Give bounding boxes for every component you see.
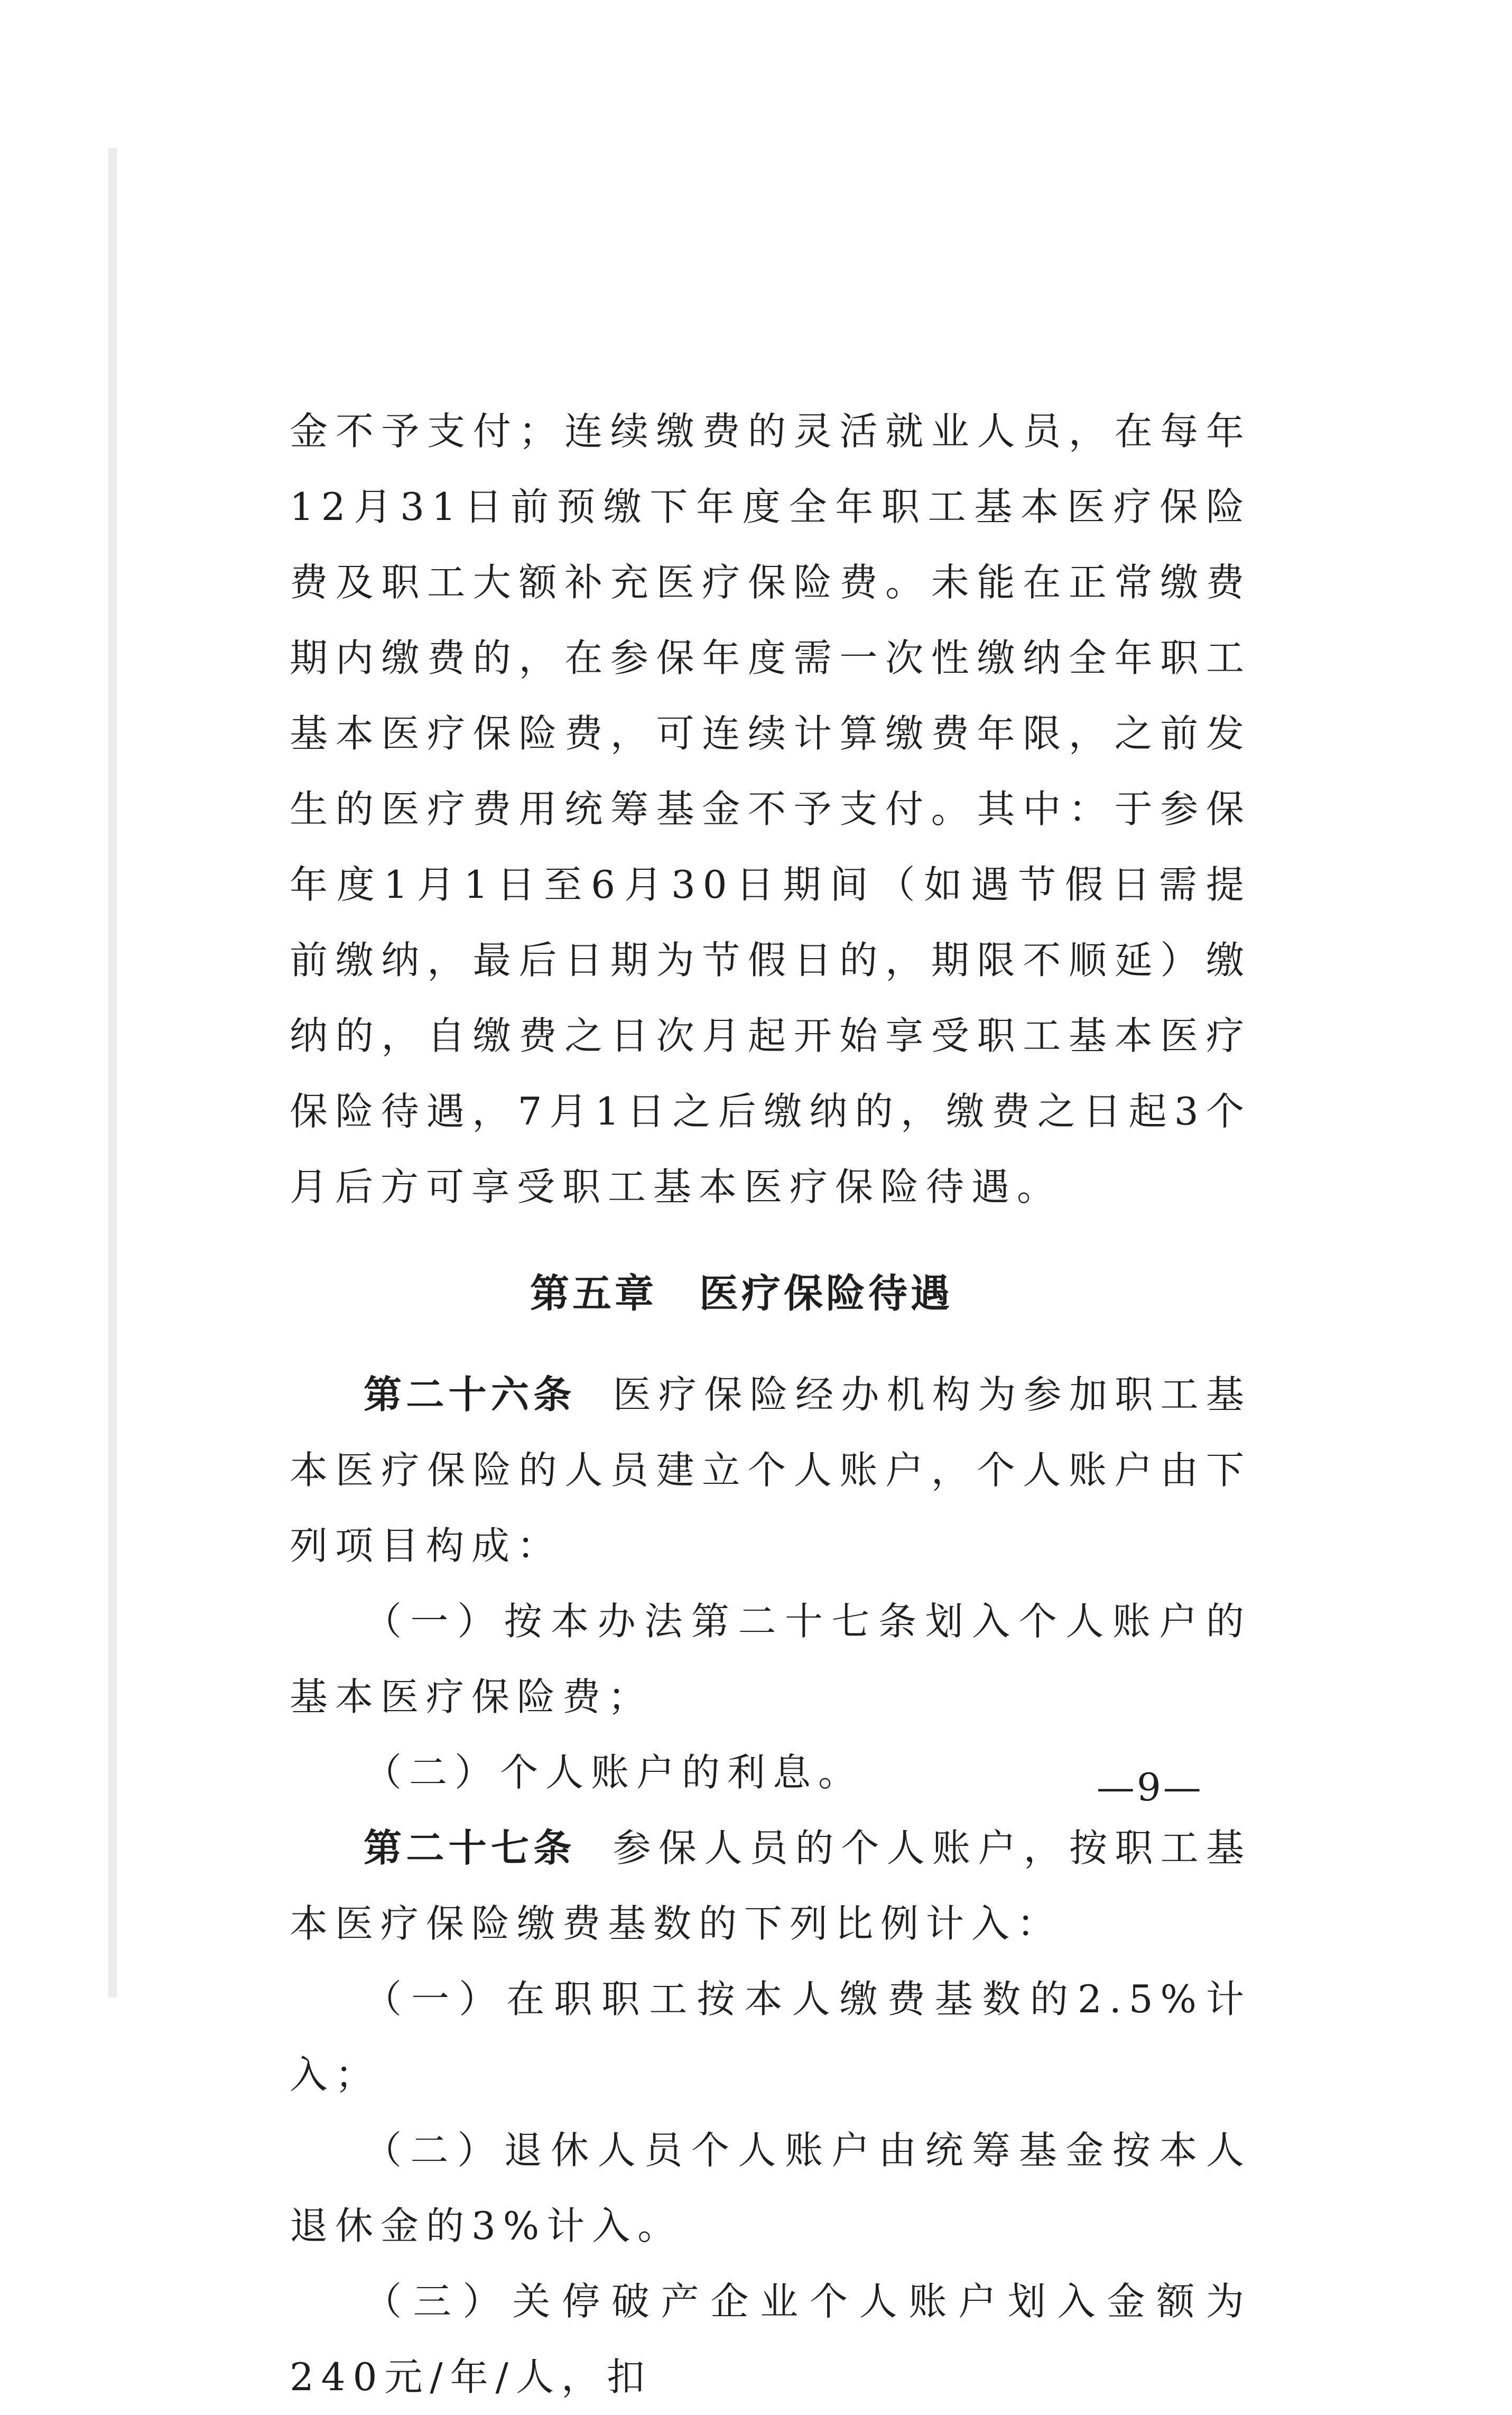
chapter-heading <box>290 1262 1251 1325</box>
article-26-body: 医疗保险经办机构为参加职工基本医疗保险的人员建立个人账户，个人账户由下列项目构成： <box>290 1372 1251 1568</box>
article-26 <box>290 1357 1251 1584</box>
article-27-heading: 第二十七条 <box>364 1826 576 1870</box>
article-27-item-1: （一）在职职工按本人缴费基数的2.5%计入； <box>290 1977 1251 2097</box>
chapter-title: 医疗保险待遇 <box>699 1271 953 1316</box>
document-body <box>290 394 1251 2415</box>
article-27-body: 参保人员的个人账户，按职工基本医疗保险缴费基数的下列比例计入： <box>290 1826 1251 1946</box>
article-26-item-2: （二）个人账户的利息。 <box>364 1750 864 1795</box>
article-26-heading: 第二十六条 <box>364 1372 576 1417</box>
article-27-item-3: （三）关停破产企业个人账户划入金额为240元/年/人，扣 <box>290 2279 1251 2399</box>
continuation-paragraph: 金不予支付；连续缴费的灵活就业人员，在每年12月31日前预缴下年度全年职工基本医疗保险费及职工大额补充医疗保险费。未能在正常缴费期内缴费的，在参保年度需一次性缴纳全年职工基本医疗保险费，可连续计算缴费年限，之前发生的医疗费用统筹基金不予支付。其中：于参保年度1月1日至6月30日期间（如遇节假日需提前缴纳，最后日期为节假日的，期限不顺延）缴纳的，自缴费之日次月起开始享受职工基本医疗保险待遇，7月1日之后缴纳的，缴费之日起3个月后方可享受职工基本医疗保险待遇。 <box>290 409 1251 1209</box>
article-27-item-2: （二）退休人员个人账户由统筹基金按本人退休金的3%计入。 <box>290 2128 1251 2248</box>
chapter-number: 第五章 <box>530 1271 657 1316</box>
article-27 <box>290 1810 1251 1962</box>
article-26-item-1: （一）按本办法第二十七条划入个人账户的基本医疗保险费； <box>290 1599 1251 1719</box>
scan-binding-edge <box>108 148 117 1998</box>
page-number: —9— <box>1097 1765 1203 1809</box>
